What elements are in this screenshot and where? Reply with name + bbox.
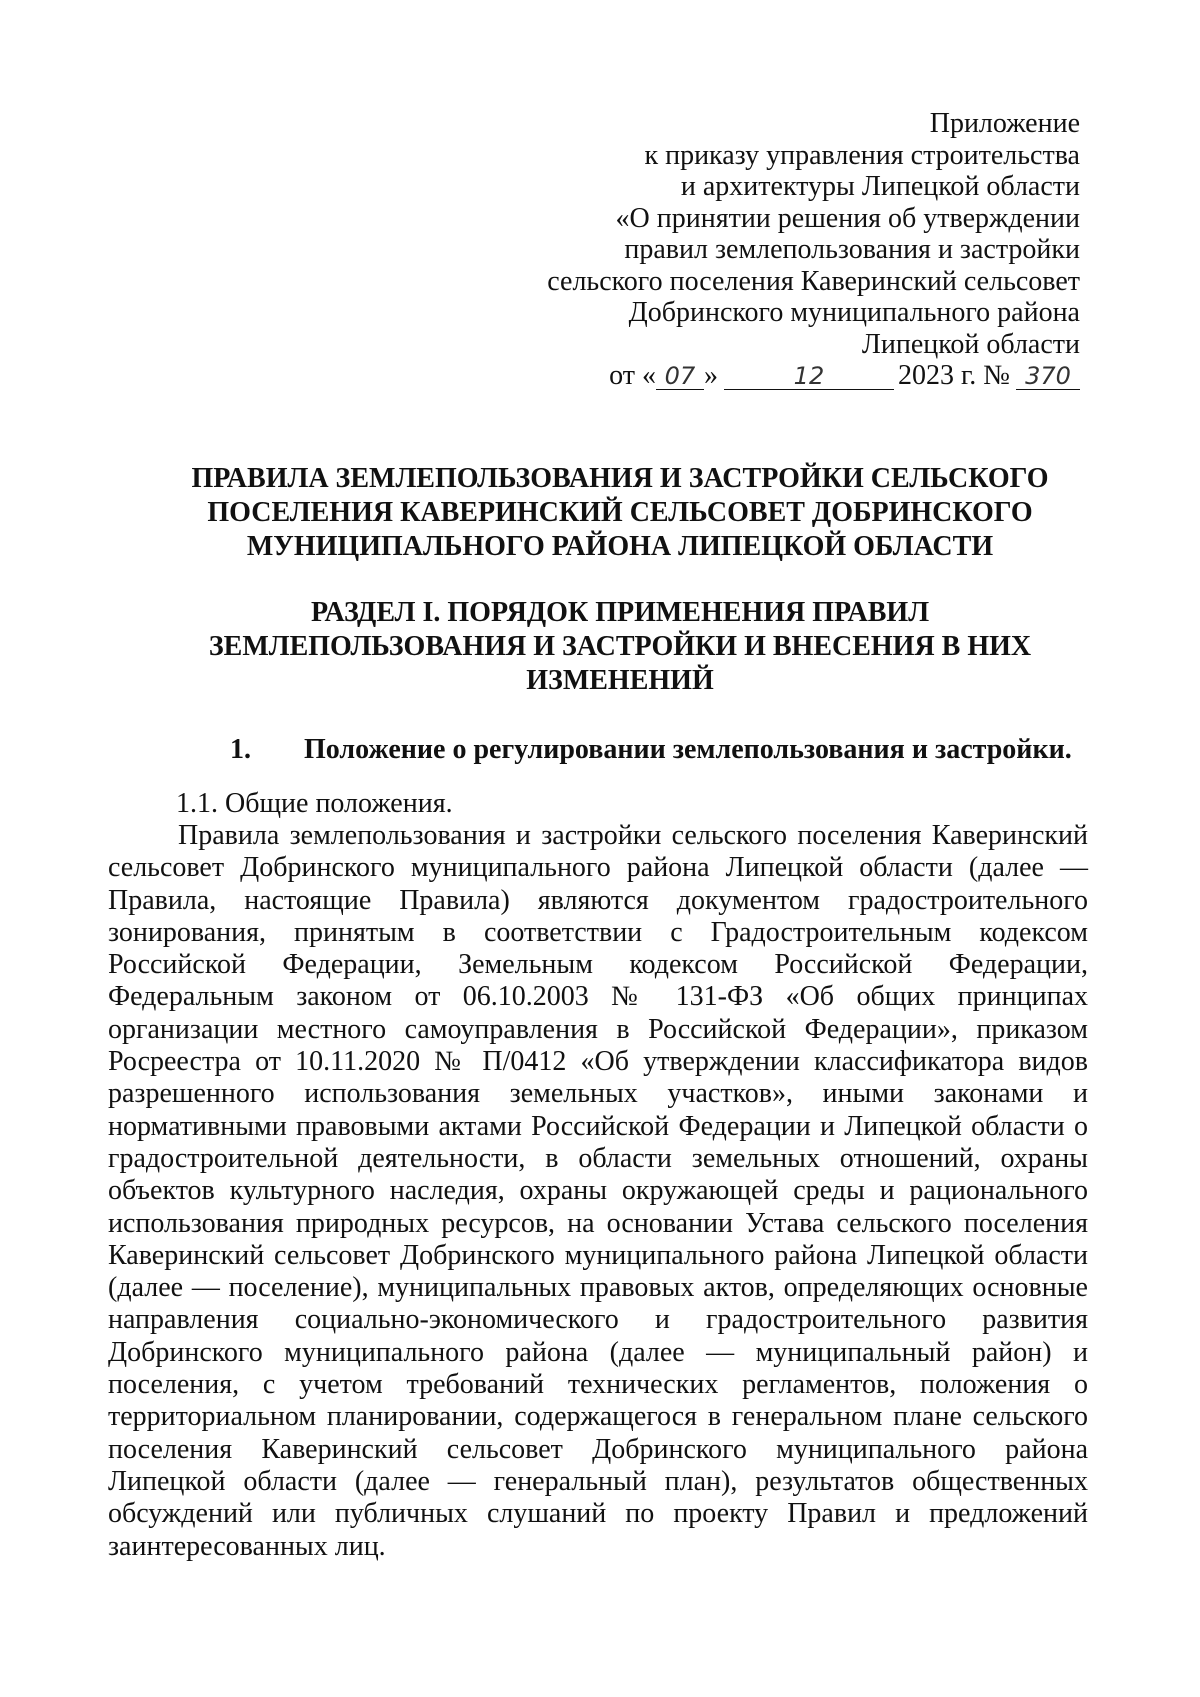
date-year: 2023 г. № — [897, 360, 1010, 391]
chapter-heading — [230, 734, 1072, 766]
appendix-line: к приказу управления строительства — [644, 139, 1080, 171]
section-line: ИЗМЕНЕНИЙ — [526, 665, 714, 696]
appendix-line: правил землепользования и застройки — [624, 234, 1080, 265]
appendix-line: «О принятии решения об утверждении — [615, 202, 1080, 234]
handwritten-month: 12 — [724, 363, 894, 390]
title-line: МУНИЦИПАЛЬНОГО РАЙОНА ЛИПЕЦКОЙ ОБЛАСТИ — [246, 531, 994, 562]
handwritten-order-number: 370 — [1016, 363, 1080, 390]
section-line: ЗЕМЛЕПОЛЬЗОВАНИЯ И ЗАСТРОЙКИ И ВНЕСЕНИЯ В НИХ — [208, 631, 1032, 662]
appendix-line: и архитектуры Липецкой области — [680, 171, 1080, 202]
appendix-block — [440, 108, 1080, 392]
chapter-heading-text: Положение о регулировании землепользования и застройки. — [304, 734, 1072, 765]
appendix-title: Приложение — [929, 108, 1080, 139]
handwritten-day: 07 — [656, 363, 704, 390]
appendix-line: Добринского муниципального района — [628, 297, 1080, 328]
document-title — [150, 462, 1090, 564]
subsection-heading: 1.1. Общие положения. — [176, 788, 453, 819]
section-title — [150, 596, 1090, 698]
title-line: ПРАВИЛА ЗЕМЛЕПОЛЬЗОВАНИЯ И ЗАСТРОЙКИ СЕЛЬСКОГО — [191, 463, 1049, 494]
date-prefix: от « — [609, 360, 656, 391]
body-paragraph: Правила землепользования и застройки сельского поселения Каверинский сельсовет Добринского муниципального района Липецкой области (далее — Правила, настоящие Правила) являются документом градостроительного зонирования, принятым в соответствии с Градостроительным кодексом Российской Федерации, Земельным кодексом Российской Федерации, Федеральным законом от 06.10.2003 № 131-ФЗ «Об общих принципах организации местного самоуправления в Российской Федерации», приказом Росреестра от 10.11.2020 № П/0412 «Об утверждении классификатора видов разрешенного использования земельных участков», иными законами и нормативными правовыми актами Российской Федерации и Липецкой области о градостроительной деятельности, в области земельных отношений, охраны объектов культурного наследия, охраны окружающей среды и рационального использования природных ресурсов, на основании Устава сельского поселения Каверинский сельсовет Добринского муниципального района Липецкой области (далее — поселение), муниципальных правовых актов, определяющих основные направления социально-экономического и градостроительного развития Добринского муниципального района (далее — муниципальный район) и поселения, с учетом требований технических регламентов, положения о территориальном планировании, содержащегося в генеральном плане сельского поселения Каверинский сельсовет Добринского муниципального района Липецкой области (далее — генеральный план), результатов общественных обсуждений или публичных слушаний по проекту Правил и предложений заинтересованных лиц. — [108, 820, 1088, 1562]
appendix-line: сельского поселения Каверинский сельсовет — [547, 265, 1080, 297]
appendix-line: Липецкой области — [861, 328, 1080, 360]
appendix-date-line — [440, 360, 1080, 392]
title-line: ПОСЕЛЕНИЯ КАВЕРИНСКИЙ СЕЛЬСОВЕТ ДОБРИНСКОГО — [207, 497, 1033, 528]
section-line: РАЗДЕЛ I. ПОРЯДОК ПРИМЕНЕНИЯ ПРАВИЛ — [310, 597, 930, 628]
date-mid: » — [703, 360, 718, 391]
chapter-number: 1. — [230, 734, 251, 765]
